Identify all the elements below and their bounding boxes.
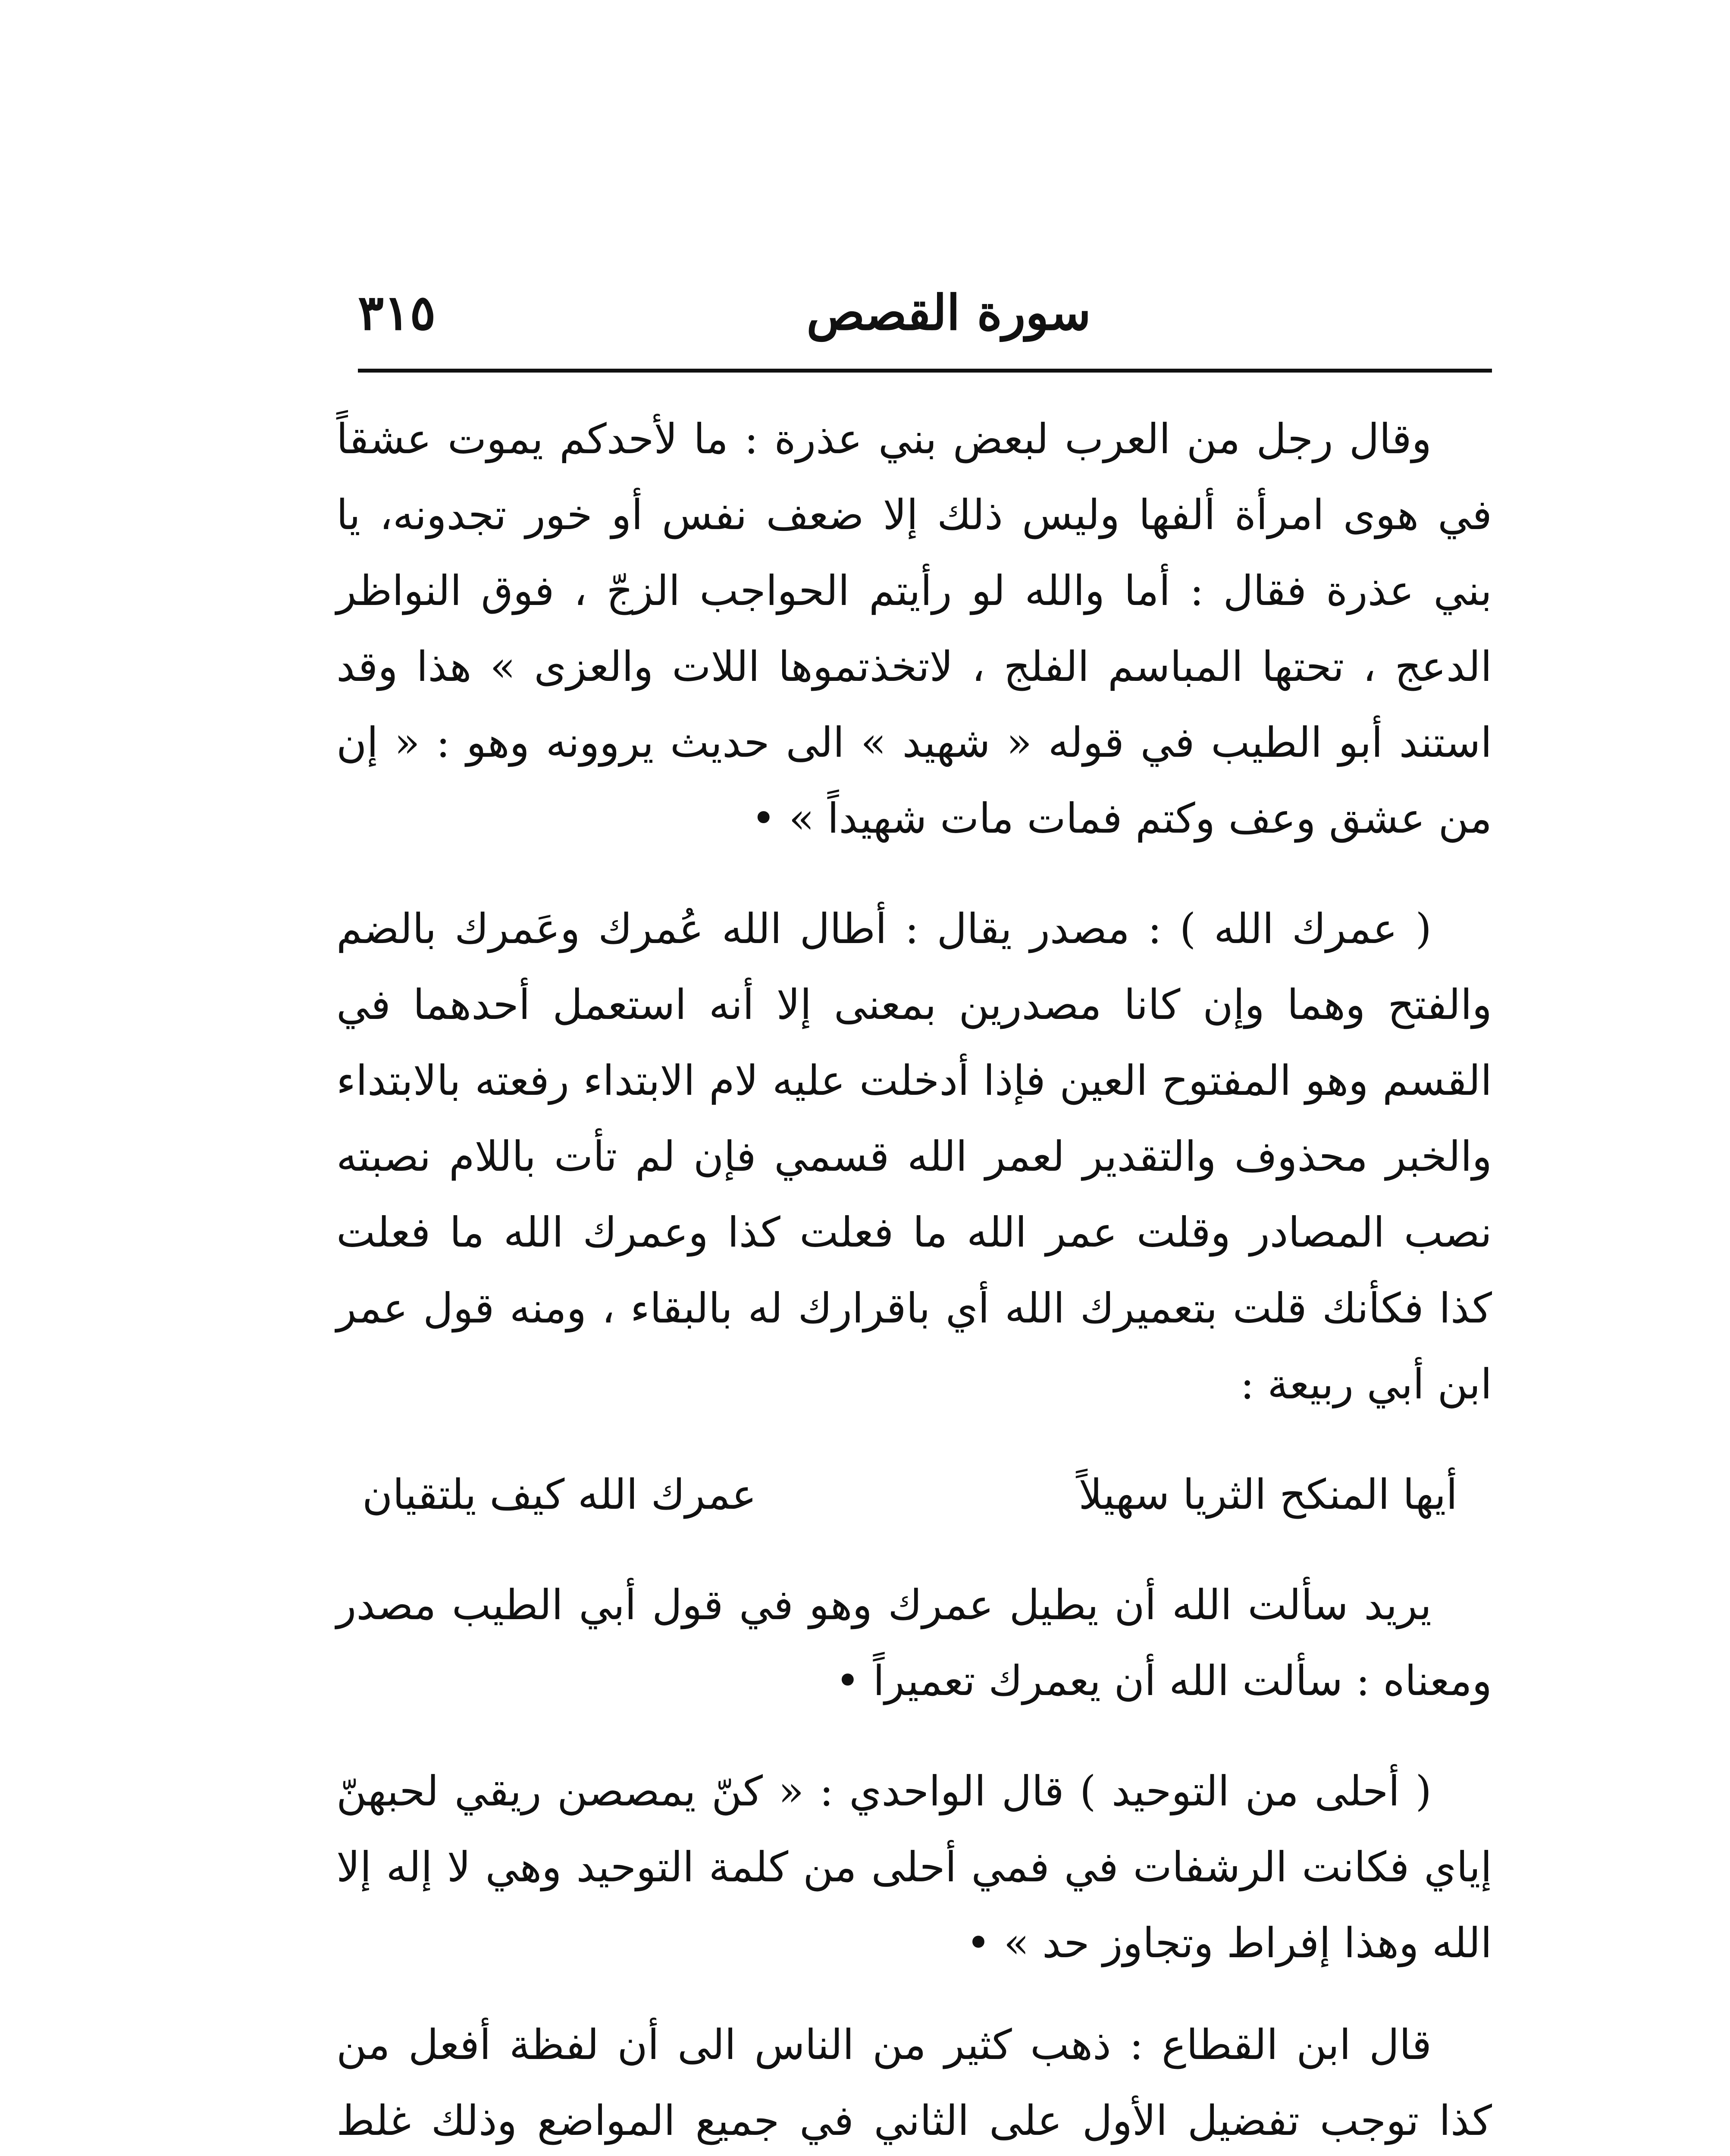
paragraph-5: قال ابن القطاع : ذهب كثير من الناس الى أن لفظة أفعل من كذا توجب تفضيل الأول على الثاني في جميع المواضع وذلك غلط: [336, 2021, 1492, 2145]
header-rule: [358, 369, 1492, 373]
verse-second-hemistich: عمرك الله كيف يلتقيان: [362, 1470, 757, 1519]
page-header: [345, 276, 1488, 354]
paragraph-2: ( عمرك الله ) : مصدر يقال : أطال الله عُمرك وعَمرك بالضم والفتح وهما وإن كانا مصدرين بمعنى إلا أنه استعمل أحدهما في القسم وهو المفتوح العين فإذا أدخلت عليه لام الابتداء رفعته بالابتداء والخبر محذوف والتقدير لعمر الله قسمي فإن لم تأت باللام نصبته نصب المصادر وقلت عمر الله ما فعلت كذا وعمرك الله ما فعلت كذا فكأنك قلت بتعميرك الله أي باقرارك له بالبقاء ، ومنه قول عمر ابن أبي ربيعة :: [336, 905, 1492, 1408]
paragraph-gap: [336, 1981, 1492, 2007]
paragraph-1: وقال رجل من العرب لبعض بني عذرة : ما لأحدكم يموت عشقاً في هوى امرأة ألفها وليس ذلك إلا ضعف نفس أو خور تجدونه، يا بني عذرة فقال : أما والله لو رأيتم الحواجب الزجّ ، فوق النواظر الدعج ، تحتها المباسم الفلج ، لاتخذتموها اللات والعزى » هذا وقد استند أبو الطيب في قوله « شهيد » الى حديث يروونه وهو : « إن من عشق وعف وكتم فمات مات شهيداً » •: [336, 415, 1492, 843]
paragraph-3: يريد سألت الله أن يطيل عمرك وهو في قول أبي الطيب مصدر ومعناه : سألت الله أن يعمرك تعميراً •: [336, 1581, 1492, 1705]
paragraph-gap: [336, 1532, 1492, 1567]
running-title: سورة القصص: [806, 285, 1091, 341]
body-text: [336, 401, 1492, 2156]
poetry-verse: [336, 1457, 1492, 1532]
page-number: ٣١٥: [358, 285, 436, 341]
paragraph-gap: [336, 1719, 1492, 1753]
paragraph-gap: [336, 856, 1492, 891]
verse-first-hemistich: أيها المنكح الثريا سهيلاً: [1078, 1470, 1457, 1519]
paragraph-gap: [336, 1422, 1492, 1457]
paragraph-4: ( أحلى من التوحيد ) قال الواحدي : « كنّ يمصصن ريقي لحبهنّ إياي فكانت الرشفات في فمي أحلى من كلمة التوحيد وهي لا إله إلا الله وهذا إفراط وتجاوز حد » •: [336, 1767, 1492, 1967]
